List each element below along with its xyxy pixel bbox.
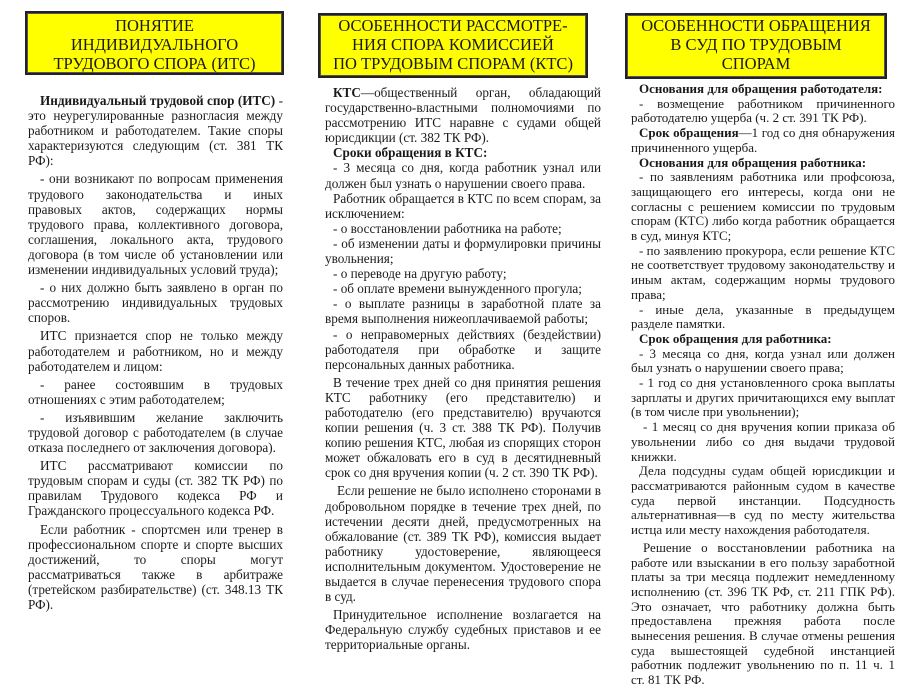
list-item: - возмещение работником причиненного работодателю ущерба (ч. 2 ст. 391 ТК РФ).: [631, 95, 895, 126]
list-item: - 1 месяц со дня вручения копии приказа об увольнении либо со дня выдачи трудовой книжки.: [631, 419, 895, 464]
paragraph: Принудительное исполнение возлагается на Федеральную службу судебных приставов и ее территориальные органы.: [325, 607, 601, 653]
section-body-court: [631, 82, 895, 688]
section-title-its: [25, 11, 284, 75]
title-line: СПОРАМ: [721, 54, 791, 73]
section-title-kts: [318, 13, 588, 78]
title-line: ПО ТРУДОВЫМ СПОРАМ (КТС): [333, 54, 573, 73]
paragraph: ИТС рассматривают комиссии по трудовым спорам и суды (ст. 382 ТК РФ) по правилам Трудового кодекса РФ и Гражданского процессуального кодекса РФ.: [28, 458, 283, 519]
column-court: [631, 0, 895, 691]
list-item: - о них должно быть заявлено в орган по рассмотрению индивидуальных трудовых споров.: [28, 280, 283, 326]
title-line: ПОНЯТИЕ: [115, 16, 194, 35]
title-line: ТРУДОВОГО СПОРА (ИТС): [53, 54, 256, 73]
list-item: - они возникают по вопросам применения трудового законодательства и иных правовых актов, содержащих нормы трудового права, коллективного договора, соглашения, локального акта, трудового договора (в том числе об установлении или изменении индивидуальных условий труда);: [28, 171, 283, 278]
paragraph: Решение о восстановлении работника на работе или взыскании в его пользу заработной платы за три месяца подлежит немедленному исполнению (ст. 396 ТК РФ, ст. 211 ГПК РФ). Это означает, что работнику должна быть предоставлена прежняя работа после вынесения решения. В случае отмены решения суда вышестоящей судебной инстанцией работник подлежит увольнению по п. 11 ч. 1 ст. 81 ТК РФ.: [631, 539, 895, 688]
list-item: - иные дела, указанные в предыдущем разделе памятки.: [631, 301, 895, 332]
employer-deadline-text: —1 год со дня обнаружения причиненного ущерба.: [631, 125, 895, 155]
term-deadline: Срок обращения: [639, 125, 739, 141]
paragraph: Работник обращается в КТС по всем спорам, за исключением:: [325, 190, 601, 221]
list-item: - о переводе на другую работу;: [333, 266, 507, 282]
term-kts: КТС: [333, 85, 361, 100]
list-item: - о выплате разницы в заработной плате за время выполнения нижеоплачиваемой работы;: [325, 296, 601, 327]
paragraph: В течение трех дней со дня принятия решения КТС работнику (его представителю) и работодателю (его представителю) вручаются копии решения (ч. 3 ст. 388 ТК РФ). Получив копию решения КТС, любая из спорящих сторон может обжаловать его в суд в десятидневный срок со дня вручения копии (ч. 2 ст. 390 ТК РФ).: [325, 374, 601, 481]
column-its-concept: [28, 0, 283, 615]
list-item: - 1 год со дня установленного срока выплаты зарплаты и других причитающихся ему выплат (в том числе при увольнении);: [631, 375, 895, 420]
paragraph: ИТС признается спор не только между работодателем и работником, но и между работодателем и лицом:: [28, 328, 283, 374]
title-line: ОСОБЕННОСТИ ОБРАЩЕНИЯ: [641, 16, 871, 35]
list-item: - об изменении даты и формулировки причины увольнения;: [325, 235, 601, 267]
list-item: - о восстановлении работника на работе;: [333, 220, 562, 236]
list-item: - об оплате времени вынужденного прогула;: [333, 281, 582, 297]
subheading-kts-terms: Сроки обращения в КТС:: [333, 145, 488, 161]
list-item: - ранее состоявшим в трудовых отношениях с этим работодателем;: [28, 376, 283, 407]
kts-definition: —общественный орган, обладающий государственно-властными полномочиями по рассмотрению ИТС наравне с судами общей юрисдикции (ст. 382 ТК РФ).: [325, 85, 601, 146]
list-item: - 3 месяца со дня, когда узнал или должен был узнать о нарушении своего права;: [631, 345, 895, 376]
list-item: - изъявившим желание заключить трудовой договор с работодателем (в случае отказа последнего от заключения договора).: [28, 409, 283, 456]
paragraph: Если решение не было исполнено сторонами в добровольном порядке в течение трех дней, по истечении десяти дней, предусмотренных на обжалование (ст. 389 ТК РФ), комиссия выдает работнику удостоверение, являющееся исполнительным документом. Удостоверение не выдается в случае перенесения трудового спора в суд.: [325, 483, 601, 605]
paragraph: Дела подсудны судам общей юрисдикции и рассматриваются районным судом в качестве суда первой инстанции. Подсудность альтернативная—в суд по месту жительства истца или месту нахождения работодателя.: [631, 463, 895, 538]
section-body-kts: [325, 85, 601, 652]
section-title-court: [625, 13, 887, 79]
column-kts: [325, 0, 601, 655]
list-item: - о неправомерных действиях (бездействии) работодателя при обработке и защите персональных данных работника.: [325, 326, 601, 372]
paragraph: - 3 месяца со дня, когда работник узнал или должен был узнать о нарушении своего права.: [325, 160, 601, 191]
subheading-employee-deadline: Срок обращения для работника:: [639, 330, 832, 346]
title-line: ИНДИВИДУАЛЬНОГО: [70, 35, 239, 54]
subheading-employer-grounds: Основания для обращения работодателя:: [639, 81, 883, 96]
paragraph: Если работник - спортсмен или тренер в профессиональном спорте и спорте высших достижений, то споры могут рассматриваться также в арбитраже (третейском разбирательстве) (ст. 348.13 ТК РФ).: [28, 521, 283, 612]
term-its: Индивидуальный трудовой спор (ИТС): [40, 93, 276, 108]
title-line: В СУД ПО ТРУДОВЫМ: [670, 35, 842, 54]
section-body-its: [28, 93, 283, 612]
its-definition: - это неурегулированные разногласия между работником и работодателем. Такие споры характеризуются следующим (ст. 381 ТК РФ):: [28, 93, 283, 169]
list-item: - по заявлениям работника или профсоюза, защищающего его интересы, когда они не согласны с решением комиссии по трудовым спорам (КТС) либо когда работник обращается в суд, минуя КТС;: [631, 169, 895, 244]
subheading-employee-grounds: Основания для обращения работника:: [639, 154, 867, 170]
list-item: - по заявлению прокурора, если решение КТС не соответствует трудовому законодательству и иным актам, содержащим нормы трудового права;: [631, 242, 895, 302]
title-line: ОСОБЕННОСТИ РАССМОТРЕ-: [338, 16, 568, 35]
title-line: НИЯ СПОРА КОМИССИЕЙ: [352, 35, 554, 54]
